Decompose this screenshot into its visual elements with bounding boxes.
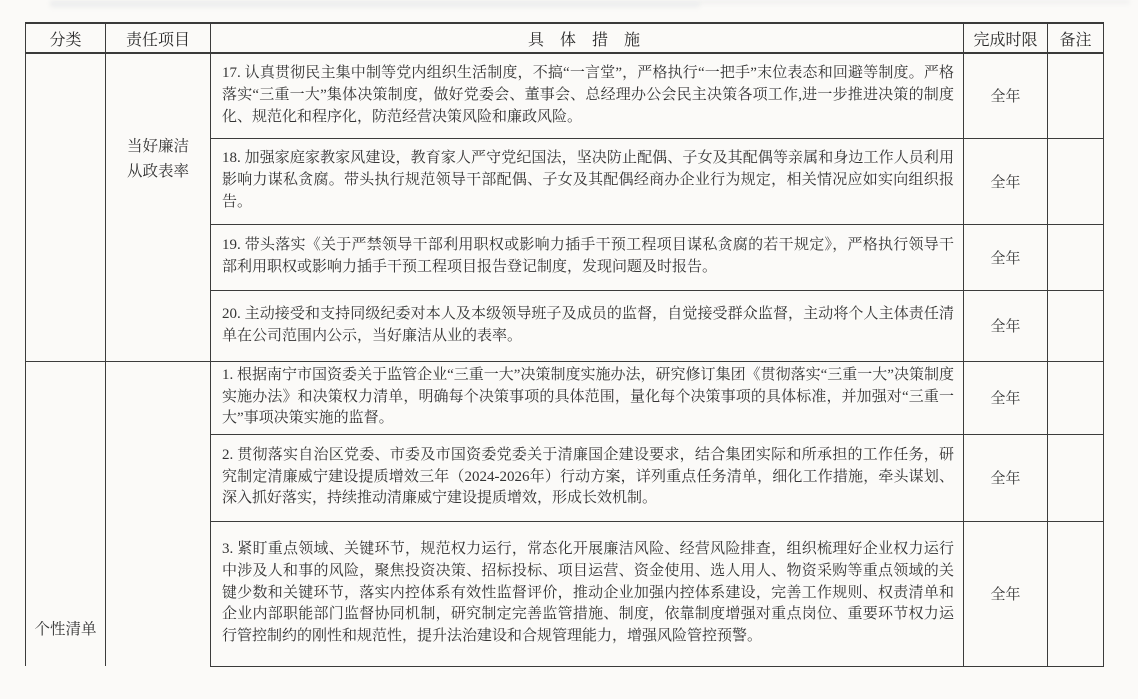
scan-artifact xyxy=(50,1,700,10)
header-category: 分类 xyxy=(26,23,106,53)
cell-deadline-2: 全年 xyxy=(964,434,1048,521)
cell-measure-3: 3. 紧盯重点领域、关键环节，规范权力运行，常态化开展廉洁风险、经营风险排查，组织梳理好企业权力运行中涉及人和事的风险，聚焦投资决策、招标投标、项目运营、资金使用、选人用人、物资采购等重点领域的关键少数和关键环节，落实内控体系有效性监督评价，推动企业加强内控体系建设，完善工作规则、权责清单和企业内部职能部门监督协同机制，研究制定完善监管措施、制度，依靠制度增强对重点岗位、重要环节权力运行管控制约的刚性和规范性，提升法治建设和合规管理能力，增强风险管控预警。 xyxy=(211,521,964,666)
table-row-measure-1 xyxy=(26,361,1104,434)
scan-artifact xyxy=(700,0,1130,6)
cell-remark-1 xyxy=(1048,361,1104,434)
cell-deadline-3: 全年 xyxy=(964,521,1048,666)
table-row-measure-17 xyxy=(26,53,1104,138)
cell-deadline-1: 全年 xyxy=(964,361,1048,434)
header-project: 责任项目 xyxy=(106,23,211,53)
header-deadline: 完成时限 xyxy=(964,23,1048,53)
cell-deadline-17: 全年 xyxy=(964,53,1048,138)
cell-measure-20: 20. 主动接受和支持同级纪委对本人及本级领导班子及成员的监督，自觉接受群众监督，主动将个人主体责任清单在公司范围内公示，当好廉洁从业的表率。 xyxy=(211,290,964,361)
header-remark: 备注 xyxy=(1048,23,1104,53)
cell-remark-18 xyxy=(1048,138,1104,224)
cell-deadline-20: 全年 xyxy=(964,290,1048,361)
cell-deadline-19: 全年 xyxy=(964,224,1048,290)
cell-project-section2 xyxy=(106,361,211,666)
responsibility-list-table xyxy=(25,22,1104,667)
cell-remark-20 xyxy=(1048,290,1104,361)
cell-remark-19 xyxy=(1048,224,1104,290)
cell-project-section1: 当好廉洁从政表率 xyxy=(106,53,211,361)
cell-category-section2: 个性清单 xyxy=(26,361,106,666)
cell-measure-17: 17. 认真贯彻民主集中制等党内组织生活制度，不搞“一言堂”，严格执行“一把手”末位表态和回避等制度。严格落实“三重一大”集体决策制度，做好党委会、董事会、总经理办公会民主决策各项工作,进一步推进决策的制度化、规范化和程序化，防范经营决策风险和廉政风险。 xyxy=(211,53,964,138)
cell-remark-2 xyxy=(1048,434,1104,521)
cell-deadline-18: 全年 xyxy=(964,138,1048,224)
cell-measure-1: 1. 根据南宁市国资委关于监管企业“三重一大”决策制度实施办法，研究修订集团《贯彻落实“三重一大”决策制度实施办法》和决策权力清单，明确每个决策事项的具体范围，量化每个决策事项的具体标准，并加强对“三重一大”事项决策实施的监督。 xyxy=(211,361,964,434)
cell-measure-18: 18. 加强家庭家教家风建设，教育家人严守党纪国法，坚决防止配偶、子女及其配偶等亲属和身边工作人员利用影响力谋私贪腐。带头执行规范领导干部配偶、子女及其配偶经商办企业行为规定，相关情况应如实向组织报告。 xyxy=(211,138,964,224)
table-header-row xyxy=(26,23,1104,53)
cell-measure-2: 2. 贯彻落实自治区党委、市委及市国资委党委关于清廉国企建设要求，结合集团实际和所承担的工作任务，研究制定清廉威宁建设提质增效三年（2024-2026年）行动方案，详列重点任务清单，细化工作措施，牵头谋划、深入抓好落实，持续推动清廉威宁建设提质增效，形成长效机制。 xyxy=(211,434,964,521)
cell-category-section1 xyxy=(26,53,106,361)
cell-measure-19: 19. 带头落实《关于严禁领导干部利用职权或影响力插手干预工程项目谋私贪腐的若干规定》，严格执行领导干部利用职权或影响力插手干预工程项目报告登记制度，发现问题及时报告。 xyxy=(211,224,964,290)
header-measures: 具 体 措 施 xyxy=(211,23,964,53)
cell-remark-3 xyxy=(1048,521,1104,666)
cell-remark-17 xyxy=(1048,53,1104,138)
